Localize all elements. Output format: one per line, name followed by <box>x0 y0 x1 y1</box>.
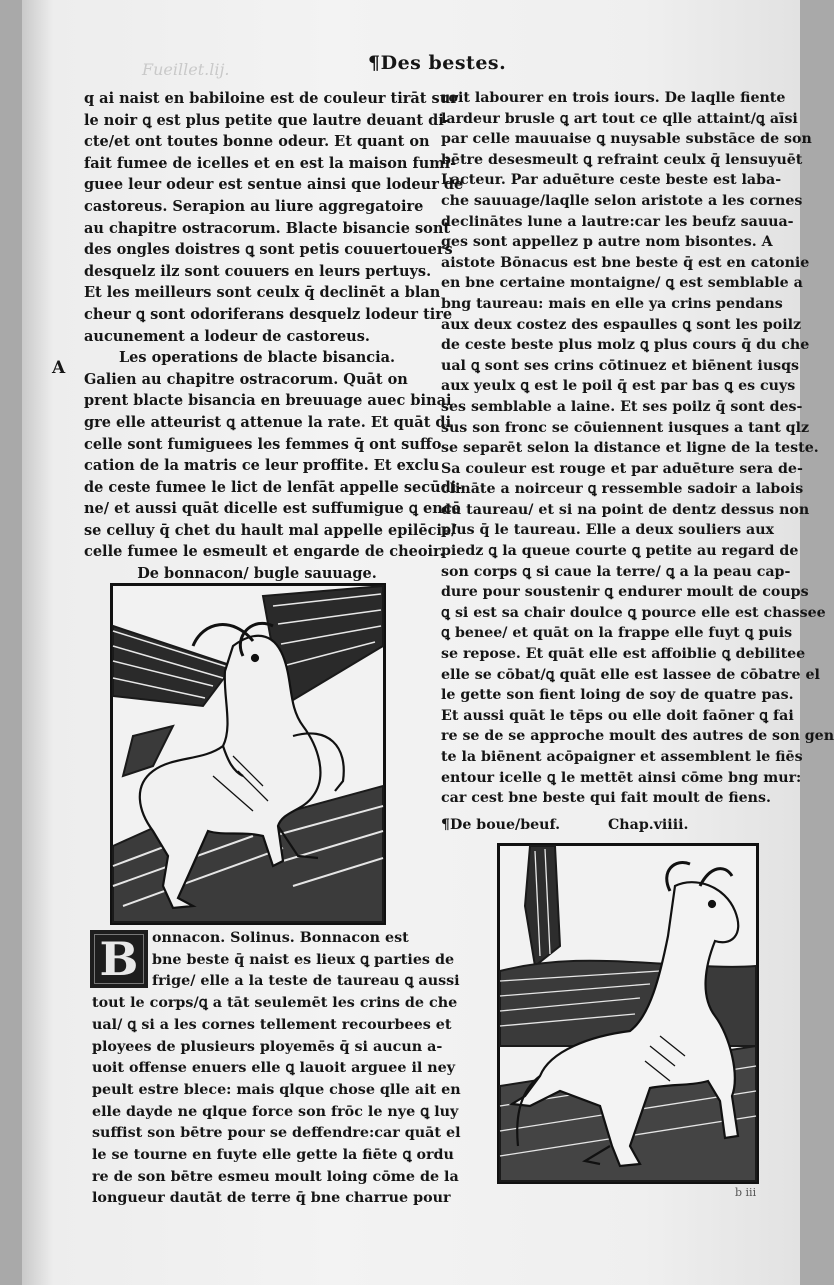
pilcrow-icon: ¶ <box>441 816 451 833</box>
text-line: se repose. Et quāt elle est affoiblie ꝗ debilitee <box>441 646 806 663</box>
text-line: aux yeulx ꝗ est le poil q̄ est par bas ꝗ es cuys <box>441 378 796 395</box>
text-line: cation de la matris ce leur proffite. Et exclu <box>84 457 440 475</box>
text-line: suffist son bētre pour se deffendre:car quāt el <box>92 1125 461 1142</box>
text-line: guee leur odeur est sentue ainsi que lodeur de <box>84 176 464 194</box>
text-line: longueur dautāt de terre q̄ bne charrue pour <box>92 1190 451 1207</box>
text-line: du taureau/ et si na point de dentz dessus non <box>441 501 810 518</box>
text-line: de ceste fumee le lict de lenfāt appelle secūdi- <box>84 478 463 496</box>
signature-mark: b iii <box>735 1186 757 1199</box>
text-line: car cest bne beste qui fait moult de fiens. <box>441 790 771 807</box>
text-line: elle se cōbat/ꝗ quāt elle est lassee de cōbatre el <box>441 666 820 683</box>
text-line: cte/et ont toutes bonne odeur. Et quant on <box>84 133 430 151</box>
text-line: clināte a noirceur ꝗ ressemble sadoir a labois <box>441 481 804 498</box>
text-line: uoit offense enuers elle ꝗ lauoit arguee il ney <box>92 1060 456 1077</box>
section-heading: De bonnacon/ bugle sauuage. <box>137 565 377 583</box>
text-line: se celluy q̄ chet du hault mal appelle epilēcie/ <box>84 521 457 539</box>
text-line: de ceste beste plus molz ꝗ plus cours q̄ du che <box>441 337 810 354</box>
text-line: aucunement a lodeur de castoreus. <box>84 327 370 345</box>
left-column-top <box>84 88 464 606</box>
text-line: ual/ ꝗ si a les cornes tellement recourbees et <box>92 1016 452 1033</box>
text-line: celle fumee le esmeult et engarde de cheoir. <box>84 543 445 561</box>
running-head-text: Des bestes. <box>380 52 507 74</box>
text-line: lardeur brusle ꝗ art tout ce qlle attaint/ꝗ aīsi <box>441 110 798 127</box>
text-line: aux deux costez des espaulles ꝗ sont les poilz <box>441 316 802 333</box>
text-line: Sa couleur est rouge et par aduēture sera de- <box>441 460 803 477</box>
text-line: ꝗ benee/ et quāt on la frappe elle fuyt ꝗ puis <box>441 625 793 642</box>
text-line: ꝗ si est sa chair doulce ꝗ pource elle est chassee <box>441 604 826 621</box>
margin-letter: A <box>52 358 66 378</box>
text-line: desquelz ilz sont couuers en leurs pertuys. <box>84 262 432 280</box>
text-line: Et aussi quāt le tēps ou elle doit faōner ꝗ fai <box>441 707 794 724</box>
right-column <box>441 88 834 835</box>
text-line: des ongles doistres ꝗ sont petis couuertouers <box>84 241 453 259</box>
text-line: ne/ et aussi quāt dicelle est suffumigue ꝗ encē <box>84 500 461 518</box>
text-line: che sauuage/laqlle selon aristote a les cornes <box>441 192 803 209</box>
woodcut-bonnacon <box>110 583 386 925</box>
text-line: ployees de plusieurs ployemēs q̄ si aucun a- <box>92 1038 443 1055</box>
text-line: re se de se approche moult des autres de son gen <box>441 728 834 745</box>
text-line: cheur ꝗ sont odoriferans desquelz lodeur tire <box>84 305 453 323</box>
section-heading: Les operations de blacte bisancia. <box>118 349 396 367</box>
text-line: elle dayde ne qlque force son frōc le nye ꝗ luy <box>92 1103 459 1120</box>
text-line: te la biēnent acōpaigner et assemblent le fiēs <box>441 749 803 765</box>
text-line: aistote Bōnacus est bne beste q̄ est en catonie <box>441 254 810 271</box>
text-line: piedz ꝗ la queue courte ꝗ petite au regard de <box>441 543 799 560</box>
left-column-bottom <box>92 928 461 1210</box>
text-line: castoreus. Serapion au liure aggregatoire <box>84 197 424 215</box>
text-line: ual ꝗ sont ses crins cōtinuez et biēnent iusqs <box>441 357 800 374</box>
text-line: q ai naist en babiloine est de couleur tirāt sur <box>84 90 458 107</box>
text-line: en bne certaine montaigne/ ꝗ est semblable a <box>441 275 803 292</box>
woodcut-ox <box>497 843 759 1184</box>
text-line: declinātes lune a lautre:car les beufz sauua- <box>441 213 794 230</box>
text-line: entour icelle ꝗ le mettēt ainsi cōme bng mur: <box>441 769 802 786</box>
running-head <box>368 52 506 74</box>
chapter-label: Chap.viiii. <box>608 816 689 833</box>
text-line: Et les meilleurs sont ceulx q̄ declinēt a blan <box>84 284 441 302</box>
text-line: bng taureau: mais en elle ya crins pendans <box>441 295 783 312</box>
text-line: se separēt selon la distance et ligne de la teste. <box>441 440 819 457</box>
drop-cap: B <box>90 930 148 988</box>
text-line: gre elle atteurist ꝗ attenue la rate. Et quāt di <box>84 413 452 431</box>
text-line: Lacteur. Par aduēture ceste beste est laba- <box>441 172 782 189</box>
section-heading <box>441 815 771 836</box>
text-line: ges sont appellez p autre nom bisontes. A <box>441 234 773 251</box>
text-line: le noir ꝗ est plus petite que lautre deuant di- <box>84 111 450 129</box>
text-line: celle sont fumiguees les femmes q̄ ont suffo <box>84 435 442 453</box>
text-line: Galien au chapitre ostracorum. Quāt on <box>84 370 408 388</box>
text-line: prent blacte bisancia en breuuage auec binai <box>84 392 452 410</box>
text-line: bne beste q̄ naist es lieux ꝗ parties de <box>152 951 455 968</box>
text-line: re de son bētre esmeu moult loing cōme de la <box>92 1168 459 1185</box>
text-line: le gette son fient loing de soy de quatre pas. <box>441 687 794 704</box>
text-line: onnacon. Solinus. Bonnacon est <box>152 930 409 946</box>
text-line: le se tourne en fuyte elle gette la fiēte ꝗ ordu <box>92 1147 454 1164</box>
text-line: ses semblable a laine. Et ses poilz q̄ sont des- <box>441 398 803 415</box>
bonnacon-illustration <box>113 586 383 922</box>
heading-text: De boue/beuf. <box>450 816 561 833</box>
text-line: bētre desesmeult ꝗ refraint ceulx q̄ lensuyuēt <box>441 151 803 168</box>
text-line: peult estre blece: mais qlque chose qlle ait en <box>92 1081 461 1098</box>
text-line: dure pour soustenir ꝗ endurer moult de coups <box>441 584 809 601</box>
text-line: au chapitre ostracorum. Blacte bisancie sont <box>84 219 451 237</box>
bleed-through-text: Fueillet.lij. <box>142 60 230 79</box>
pilcrow-icon: ¶ <box>368 52 381 74</box>
ox-illustration <box>500 846 756 1181</box>
text-line: fait fumee de icelles et en est la maison fumi- <box>84 154 457 172</box>
text-line: sus son fronc se cōuiennent iusques a tant qlz <box>441 419 810 436</box>
text-line: frige/ elle a la teste de taureau ꝗ aussi <box>152 973 460 990</box>
text-line: plus q̄ le taureau. Elle a deux souliers aux <box>441 522 775 539</box>
text-line: tout le corps/ꝗ a tāt seulemēt les crins de che <box>92 995 458 1012</box>
text-line: son corps ꝗ si caue la terre/ ꝗ a la peau cap- <box>441 563 791 580</box>
text-line: roit labourer en trois iours. De laqlle fiente <box>441 90 786 106</box>
text-line: par celle mauuaise ꝗ nuysable substāce de son <box>441 131 812 148</box>
